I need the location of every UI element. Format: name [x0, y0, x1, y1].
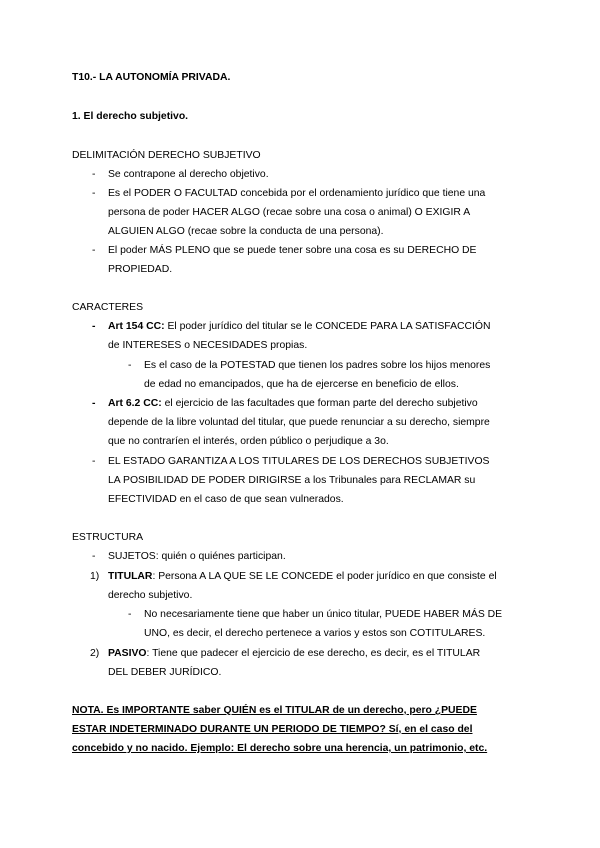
document-title: T10.- LA AUTONOMÍA PRIVADA. — [72, 72, 231, 83]
list-item: El poder MÁS PLENO que se puede tener sobre una cosa es su DERECHO DE — [108, 245, 477, 256]
bullet-dash: - — [92, 551, 96, 562]
bullet-dash: - — [92, 188, 96, 199]
item-text: : Tiene que padecer el ejercicio de ese derecho, es decir, es el TITULAR — [146, 648, 481, 659]
list-item-continuation: persona de poder HACER ALGO (recae sobre una cosa o animal) O EXIGIR A — [108, 207, 471, 218]
list-item — [108, 398, 478, 410]
list-item: Es el PODER O FACULTAD concebida por el ordenamiento jurídico que tiene una — [108, 188, 486, 199]
note-line: ESTAR INDETERMINADO DURANTE UN PERIODO DE TIEMPO? Sí, en el caso del — [72, 724, 473, 735]
bullet-dash: - — [92, 245, 96, 256]
bullet-dash: - — [92, 169, 96, 180]
numbered-item-continuation: derecho subjetivo. — [108, 590, 193, 601]
bullet-dash: - — [92, 456, 96, 467]
numbered-item — [108, 648, 480, 660]
bullet-dash: - — [92, 321, 96, 332]
item-text: El poder jurídico del titular se le CONCEDE PARA LA SATISFACCIÓN — [164, 321, 491, 332]
delimitacion-heading: DELIMITACIÓN DERECHO SUBJETIVO — [72, 150, 261, 161]
numbered-item — [108, 571, 497, 583]
estructura-heading: ESTRUCTURA — [72, 532, 144, 543]
sub-bullet-dash: - — [128, 360, 132, 371]
list-item-continuation: EFECTIVIDAD en el caso de que sean vulnerados. — [108, 494, 344, 505]
sub-list-item: Es el caso de la POTESTAD que tienen los padres sobre los hijos menores — [144, 360, 491, 371]
sub-list-item-continuation: UNO, es decir, el derecho pertenece a varios y estos son COTITULARES. — [144, 628, 486, 639]
list-item: SUJETOS: quién o quiénes participan. — [108, 551, 286, 562]
note-line: NOTA. Es IMPORTANTE saber QUIÉN es el TITULAR de un derecho, pero ¿PUEDE — [72, 705, 477, 716]
item-text: : Persona A LA QUE SE LE CONCEDE el poder jurídico en que consiste el — [152, 571, 497, 582]
sub-bullet-dash: - — [128, 609, 132, 620]
article-ref: Art 6.2 CC: — [108, 398, 162, 409]
article-ref: Art 154 CC: — [108, 321, 165, 332]
list-item — [108, 321, 490, 333]
list-item-continuation: de INTERESES o NECESIDADES propias. — [108, 340, 308, 351]
sub-list-item-continuation: de edad no emancipados, que ha de ejercerse en beneficio de ellos. — [144, 379, 459, 390]
caracteres-heading: CARACTERES — [72, 302, 144, 313]
list-item-continuation: LA POSIBILIDAD DE PODER DIRIGIRSE a los Tribunales para RECLAMAR su — [108, 475, 476, 486]
term: TITULAR — [108, 571, 153, 582]
item-text: el ejercicio de las facultades que forman parte del derecho subjetivo — [161, 398, 478, 409]
list-item-continuation: que no contraríen el interés, orden público o perjudique a 3o. — [108, 436, 389, 447]
sub-list-item: No necesariamente tiene que haber un único titular, PUEDE HABER MÁS DE — [144, 609, 503, 620]
list-item-continuation: PROPIEDAD. — [108, 264, 173, 275]
list-item: EL ESTADO GARANTIZA A LOS TITULARES DE LOS DERECHOS SUBJETIVOS — [108, 456, 490, 467]
list-number: 2) — [90, 648, 100, 659]
note-line: concebido y no nacido. Ejemplo: El derecho sobre una herencia, un patrimonio, etc. — [72, 743, 488, 754]
section-heading: 1. El derecho subjetivo. — [72, 111, 189, 122]
list-item: Se contrapone al derecho objetivo. — [108, 169, 269, 180]
list-number: 1) — [90, 571, 100, 582]
list-item-continuation: depende de la libre voluntad del titular, que puede renunciar a su derecho, siempre — [108, 417, 490, 428]
bullet-dash: - — [92, 398, 96, 409]
term: PASIVO — [108, 648, 147, 659]
numbered-item-continuation: DEL DEBER JURÍDICO. — [108, 667, 222, 678]
list-item-continuation: ALGUIEN ALGO (recae sobre la conducta de una persona). — [108, 226, 384, 237]
